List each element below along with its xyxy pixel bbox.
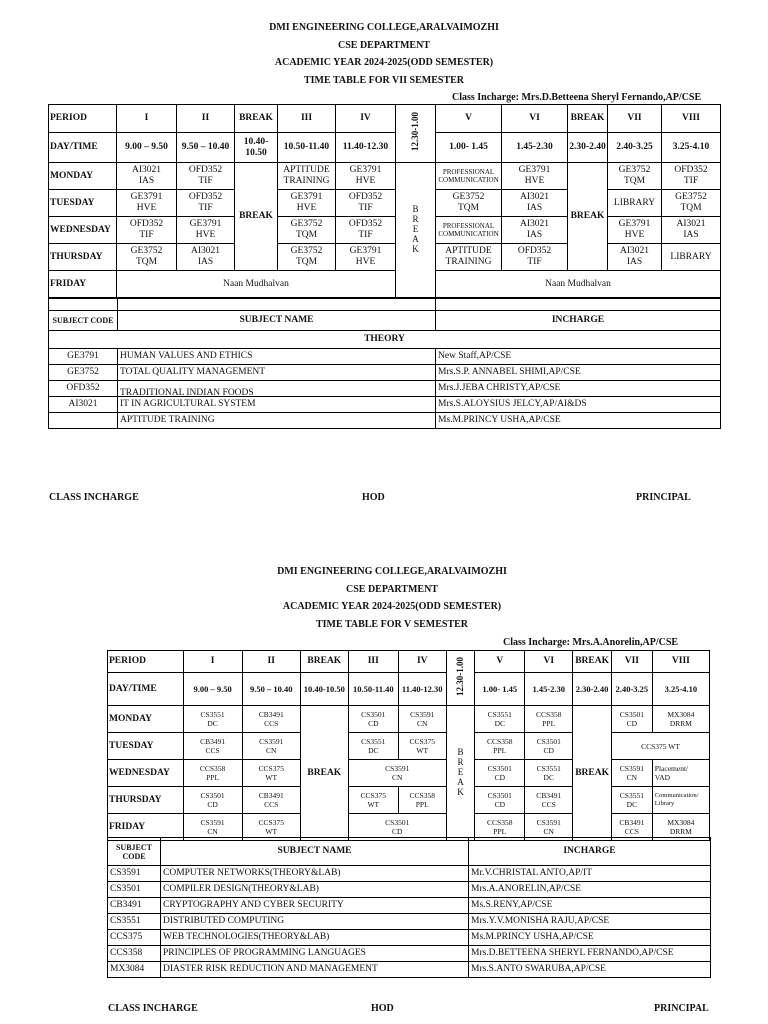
subject-code: AI3021 xyxy=(49,397,118,413)
slot: CS3501 CD xyxy=(475,787,525,814)
subject-code: CCS375 xyxy=(108,930,161,946)
time-break-1: 10.40-10.50 xyxy=(235,133,278,163)
subject-row xyxy=(108,946,711,962)
day-row-tuesday xyxy=(49,190,721,217)
slot: GE3791 HVE xyxy=(608,217,662,244)
department: CSE DEPARTMENT xyxy=(338,39,430,51)
period-5: V xyxy=(475,651,525,673)
subject-name-header: SUBJECT NAME xyxy=(161,838,469,866)
subject-name: PRINCIPLES OF PROGRAMMING LANGUAGES xyxy=(161,946,469,962)
period-label: PERIOD xyxy=(108,651,184,673)
slot: AI3021 IAS xyxy=(502,217,568,244)
day-label: FRIDAY xyxy=(108,814,184,841)
subject-name: CRYPTOGRAPHY AND CYBER SECURITY xyxy=(161,898,469,914)
slot: CCS358 PPL xyxy=(398,787,446,814)
day-label: THURSDAY xyxy=(108,787,184,814)
subject-row xyxy=(108,866,711,882)
day-row-wednesday xyxy=(49,217,721,244)
slot: CS3591 CN xyxy=(398,706,446,733)
subject-name: APTITUDE TRAINING xyxy=(118,413,436,429)
time-break-1: 10.40-10.50 xyxy=(300,673,348,706)
t1-timetable xyxy=(48,104,721,298)
time-break-2: 2.30-2.40 xyxy=(568,133,608,163)
academic-year: ACADEMIC YEAR 2024-2025(ODD SEMESTER) xyxy=(282,601,502,612)
subject-incharge: Mrs.A.ANORELIN,AP/CSE xyxy=(469,882,711,898)
friday-morning: Naan Mudhalvan xyxy=(117,271,396,298)
time-1: 9.00 – 9.50 xyxy=(117,133,177,163)
slot: AI3021 IAS xyxy=(608,244,662,271)
subject-incharge: Mrs.Y.V.MONISHA RAJU,AP/CSE xyxy=(469,914,711,930)
day-label: THURSDAY xyxy=(49,244,117,271)
subject-row xyxy=(49,365,721,381)
principal-signature: PRINCIPAL xyxy=(636,492,691,503)
slot: GE3791 HVE xyxy=(177,217,235,244)
slot: CCS358 PPL xyxy=(525,706,573,733)
period-7: VII xyxy=(608,105,662,133)
period-row xyxy=(108,651,710,673)
slot: CB3491 CCS xyxy=(183,733,242,760)
break-2-column: BREAK xyxy=(568,163,608,271)
subject-code-header: SUBJECT CODE xyxy=(49,311,118,331)
subject-code: CCS358 xyxy=(108,946,161,962)
theory-row xyxy=(49,331,721,349)
period-1: I xyxy=(183,651,242,673)
slot: Communication/ Library xyxy=(652,787,709,814)
slot: GE3791 HVE xyxy=(336,163,396,190)
slot: OFD352 TIF xyxy=(117,217,177,244)
lunch-break-column: B R E A K xyxy=(446,706,475,841)
subject-code: CB3491 xyxy=(108,898,161,914)
slot: CS3551 DC xyxy=(475,706,525,733)
slot: PROFESSIONAL COMMUNICATION xyxy=(436,163,502,190)
timetable-title: TIME TABLE FOR VII SEMESTER xyxy=(303,74,465,86)
time-8: 3.25-4.10 xyxy=(662,133,721,163)
slot: APTITUDE TRAINING xyxy=(278,163,336,190)
spacer-row xyxy=(49,299,721,311)
t1-header xyxy=(0,19,768,89)
time-5: 1.00- 1.45 xyxy=(436,133,502,163)
lunch-time: 12.30-1.00 xyxy=(446,651,475,706)
slot: AI3021 IAS xyxy=(117,163,177,190)
subject-code: MX3084 xyxy=(108,962,161,978)
subject-row xyxy=(108,930,711,946)
slot: CS3501 CD xyxy=(348,706,398,733)
class-incharge-signature: CLASS INCHARGE xyxy=(108,1003,198,1014)
break-1-label: BREAK xyxy=(235,105,278,133)
time-7: 2.40-3.25 xyxy=(611,673,652,706)
subject-row xyxy=(108,882,711,898)
slot: GE3791 HVE xyxy=(336,244,396,271)
period-3: III xyxy=(348,651,398,673)
slot: OFD352 TIF xyxy=(336,217,396,244)
time-7: 2.40-3.25 xyxy=(608,133,662,163)
period-4: IV xyxy=(398,651,446,673)
subject-name: TRADITIONAL INDIAN FOODS xyxy=(118,381,436,397)
subject-name: COMPUTER NETWORKS(THEORY&LAB) xyxy=(161,866,469,882)
slot: MX3084 DRRM xyxy=(652,706,709,733)
slot: AI3021 IAS xyxy=(502,190,568,217)
subject-row xyxy=(108,914,711,930)
period-8: VIII xyxy=(652,651,709,673)
day-label: TUESDAY xyxy=(108,733,184,760)
slot: CCS375 WT xyxy=(398,733,446,760)
subject-row xyxy=(49,397,721,413)
day-row-thursday xyxy=(49,244,721,271)
slot: GE3752 TQM xyxy=(278,217,336,244)
slot: CS3501 CD xyxy=(348,814,446,841)
lunch-break-column: B R E A K xyxy=(396,163,436,298)
slot: GE3752 TQM xyxy=(608,163,662,190)
subject-name: TOTAL QUALITY MANAGEMENT xyxy=(118,365,436,381)
period-3: III xyxy=(278,105,336,133)
class-incharge-signature: CLASS INCHARGE xyxy=(49,492,139,503)
slot: CB3491 CCS xyxy=(525,787,573,814)
time-1: 9.00 – 9.50 xyxy=(183,673,242,706)
time-5: 1.00- 1.45 xyxy=(475,673,525,706)
time-6: 1.45-2.30 xyxy=(525,673,573,706)
slot: CS3591 CN xyxy=(611,760,652,787)
slot: PROFESSIONAL COMMUNICATION xyxy=(436,217,502,244)
slot: CCS375 WT xyxy=(611,733,709,760)
subject-name: HUMAN VALUES AND ETHICS xyxy=(118,349,436,365)
slot: CB3491 CCS xyxy=(611,814,652,841)
subject-code-header: SUBJECT CODE xyxy=(108,838,161,866)
subject-name: DISTRIBUTED COMPUTING xyxy=(161,914,469,930)
day-row-friday xyxy=(49,271,721,298)
break-2-label: BREAK xyxy=(568,105,608,133)
subject-row xyxy=(108,898,711,914)
daytime-label: DAY/TIME xyxy=(108,673,184,706)
time-4: 11.40-12.30 xyxy=(398,673,446,706)
subject-row xyxy=(49,381,721,397)
period-6: VI xyxy=(525,651,573,673)
class-incharge: Class Incharge: Mrs.D.Betteena Sheryl Fernando,AP/CSE xyxy=(452,92,702,103)
t2-timetable xyxy=(107,650,710,841)
break-2-column: BREAK xyxy=(573,706,612,841)
period-2: II xyxy=(242,651,300,673)
department: CSE DEPARTMENT xyxy=(346,583,438,595)
subject-header-row xyxy=(108,838,711,866)
timetable-title: TIME TABLE FOR V SEMESTER xyxy=(315,618,469,630)
slot: CCS375 WT xyxy=(348,787,398,814)
slot: MX3084 DRRM xyxy=(652,814,709,841)
slot: AI3021 IAS xyxy=(177,244,235,271)
period-2: II xyxy=(177,105,235,133)
subject-code: CS3501 xyxy=(108,882,161,898)
subject-incharge: Ms.M.PRINCY USHA,AP/CSE xyxy=(436,413,721,429)
slot: CCS375 WT xyxy=(242,760,300,787)
subject-name: IT IN AGRICULTURAL SYSTEM xyxy=(118,397,436,413)
subject-code: CS3591 xyxy=(108,866,161,882)
subject-code: OFD352 xyxy=(49,381,118,397)
slot: CS3551 DC xyxy=(525,760,573,787)
slot: GE3791 HVE xyxy=(278,190,336,217)
time-2: 9.50 – 10.40 xyxy=(242,673,300,706)
time-3: 10.50-11.40 xyxy=(278,133,336,163)
subject-code xyxy=(49,413,118,429)
subject-incharge: Mrs.J.JEBA CHRISTY,AP/CSE xyxy=(436,381,721,397)
slot: GE3752 TQM xyxy=(436,190,502,217)
t2-header xyxy=(8,563,768,633)
day-row-thursday xyxy=(108,787,710,814)
period-row xyxy=(49,105,721,133)
slot: OFD352 TIF xyxy=(177,163,235,190)
day-label: MONDAY xyxy=(108,706,184,733)
daytime-label: DAY/TIME xyxy=(49,133,117,163)
t2-subject-table xyxy=(107,837,711,978)
period-label: PERIOD xyxy=(49,105,117,133)
slot: GE3752 TQM xyxy=(278,244,336,271)
subject-row xyxy=(49,413,721,429)
slot: LIBRARY xyxy=(608,190,662,217)
subject-incharge: Mrs.D.BETTEENA SHERYL FERNANDO,AP/CSE xyxy=(469,946,711,962)
slot: CS3501 CD xyxy=(525,733,573,760)
slot: CS3501 CD xyxy=(475,760,525,787)
period-4: IV xyxy=(336,105,396,133)
incharge-header: INCHARGE xyxy=(436,311,721,331)
hod-signature: HOD xyxy=(371,1003,394,1014)
slot: CS3591 CN xyxy=(525,814,573,841)
slot: CCS358 PPL xyxy=(475,733,525,760)
theory-label: THEORY xyxy=(49,331,721,349)
subject-name-header: SUBJECT NAME xyxy=(118,311,436,331)
slot: CS3551 DC xyxy=(611,787,652,814)
time-8: 3.25-4.10 xyxy=(652,673,709,706)
slot: CS3591 CN xyxy=(183,814,242,841)
day-row-monday xyxy=(49,163,721,190)
subject-name: COMPILER DESIGN(THEORY&LAB) xyxy=(161,882,469,898)
lunch-time: 12.30-1.00 xyxy=(396,105,436,163)
subject-row xyxy=(108,962,711,978)
day-row-wednesday xyxy=(108,760,710,787)
period-8: VIII xyxy=(662,105,721,133)
subject-code: GE3791 xyxy=(49,349,118,365)
subject-incharge: New Staff,AP/CSE xyxy=(436,349,721,365)
subject-header-row xyxy=(49,311,721,331)
day-row-monday xyxy=(108,706,710,733)
slot: CS3591 CN xyxy=(242,733,300,760)
slot: CCS375 WT xyxy=(242,814,300,841)
principal-signature: PRINCIPAL xyxy=(654,1003,709,1014)
slot: OFD352 TIF xyxy=(177,190,235,217)
slot: GE3752 TQM xyxy=(662,190,721,217)
subject-incharge: Mrs.S.ANTO SWARUBA,AP/CSE xyxy=(469,962,711,978)
slot: CCS358 PPL xyxy=(183,760,242,787)
college-name: DMI ENGINEERING COLLEGE,ARALVAIMOZHI xyxy=(277,566,507,577)
incharge-header: INCHARGE xyxy=(469,838,711,866)
day-label: WEDNESDAY xyxy=(108,760,184,787)
slot: CS3551 DC xyxy=(183,706,242,733)
slot: CB3491 CCS xyxy=(242,706,300,733)
slot: CS3551 DC xyxy=(348,733,398,760)
class-incharge: Class Incharge: Mrs.A.Anorelin,AP/CSE xyxy=(503,637,679,648)
subject-incharge: Mr.V.CHRISTAL ANTO,AP/IT xyxy=(469,866,711,882)
t1-subject-table xyxy=(48,298,721,429)
slot: CCS358 PPL xyxy=(475,814,525,841)
subject-incharge: Mrs.S.ALOYSIUS JELCY,AP/AI&DS xyxy=(436,397,721,413)
time-4: 11.40-12.30 xyxy=(336,133,396,163)
college-name: DMI ENGINEERING COLLEGE,ARALVAIMOZHI xyxy=(269,22,499,33)
slot: GE3791 HVE xyxy=(502,163,568,190)
period-5: V xyxy=(436,105,502,133)
time-6: 1.45-2.30 xyxy=(502,133,568,163)
subject-code: CS3551 xyxy=(108,914,161,930)
time-break-2: 2.30-2.40 xyxy=(573,673,612,706)
academic-year: ACADEMIC YEAR 2024-2025(ODD SEMESTER) xyxy=(274,57,494,68)
subject-name: WEB TECHNOLOGIES(THEORY&LAB) xyxy=(161,930,469,946)
day-label: WEDNESDAY xyxy=(49,217,117,244)
break-1-column: BREAK xyxy=(235,163,278,271)
break-1-label: BREAK xyxy=(300,651,348,673)
subject-name: DIASTER RISK REDUCTION AND MANAGEMENT xyxy=(161,962,469,978)
slot: OFD352 TIF xyxy=(336,190,396,217)
day-row-tuesday xyxy=(108,733,710,760)
time-3: 10.50-11.40 xyxy=(348,673,398,706)
slot: GE3752 TQM xyxy=(117,244,177,271)
slot: GE3791 HVE xyxy=(117,190,177,217)
time-row xyxy=(49,133,721,163)
slot: CS3591 CN xyxy=(348,760,446,787)
day-label: MONDAY xyxy=(49,163,117,190)
slot: LIBRARY xyxy=(662,244,721,271)
time-2: 9.50 – 10.40 xyxy=(177,133,235,163)
subject-code: GE3752 xyxy=(49,365,118,381)
period-7: VII xyxy=(611,651,652,673)
slot: OFD352 TIF xyxy=(662,163,721,190)
slot: Placement/ VAD xyxy=(652,760,709,787)
slot: APTITUDE TRAINING xyxy=(436,244,502,271)
slot: CB3491 CCS xyxy=(242,787,300,814)
period-1: I xyxy=(117,105,177,133)
subject-row xyxy=(49,349,721,365)
hod-signature: HOD xyxy=(362,492,385,503)
slot: AI3021 IAS xyxy=(662,217,721,244)
slot: CS3501 CD xyxy=(183,787,242,814)
friday-afternoon: Naan Mudhalvan xyxy=(436,271,721,298)
subject-incharge: Ms.M.PRINCY USHA,AP/CSE xyxy=(469,930,711,946)
slot: CS3501 CD xyxy=(611,706,652,733)
slot: OFD352 TIF xyxy=(502,244,568,271)
day-label: TUESDAY xyxy=(49,190,117,217)
subject-incharge: Mrs.S.P. ANNABEL SHIMI,AP/CSE xyxy=(436,365,721,381)
subject-incharge: Ms.S.RENY,AP/CSE xyxy=(469,898,711,914)
day-label: FRIDAY xyxy=(49,271,117,298)
break-2-label: BREAK xyxy=(573,651,612,673)
period-6: VI xyxy=(502,105,568,133)
time-row xyxy=(108,673,710,706)
break-1-column: BREAK xyxy=(300,706,348,841)
